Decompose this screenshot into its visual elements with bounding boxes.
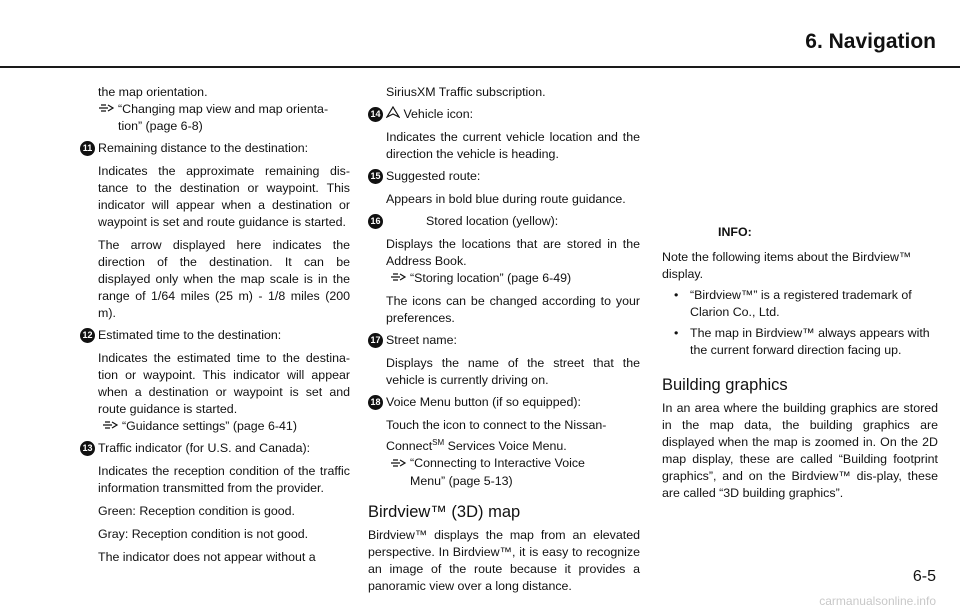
item-desc: Indicates the estimated time to the destina-tion or waypoint. This indicator will appear when a destination or waypoint is set and route guidance is started.	[98, 351, 350, 417]
reference-pointer-icon	[390, 270, 408, 287]
chapter-title: 6. Navigation	[805, 30, 936, 53]
cross-reference-cont: tion” (page 6-8)	[118, 119, 203, 134]
watermark: carmanualsonline.info	[819, 594, 936, 608]
item-11	[80, 140, 350, 322]
item-desc: Gray: Reception condition is not good.	[98, 527, 309, 542]
info-intro: Note the following items about the Birdview™ display.	[662, 250, 912, 281]
item-number-badge: 16	[368, 214, 383, 229]
item-desc: Displays the name of the street that the vehicle is currently driving on.	[386, 356, 640, 388]
item-desc: Displays the locations that are stored in the Address Book.	[386, 237, 640, 268]
item-number-badge: 17	[368, 333, 383, 348]
bullet-item: • The map in Birdview™ always appears with the current forward direction facing up.	[674, 326, 930, 357]
item-title: Remaining distance to the destination:	[98, 141, 309, 156]
item-14	[368, 106, 640, 163]
item-title: Vehicle icon:	[386, 106, 640, 123]
item-title: Traffic indicator (for U.S. and Canada):	[98, 441, 311, 456]
reference-pointer-icon	[390, 456, 408, 473]
cross-reference: “Connecting to Interactive Voice	[386, 455, 640, 472]
item-number-badge: 13	[80, 441, 95, 456]
section-paragraph: In an area where the building graphics are stored in the map data, the building graphics are displayed when the map is zoomed in. On the 2D map display, these are called “Building footprint graphics”, and on the Birdview™ dis-play, these are called “3D building graphics”.	[662, 401, 938, 500]
item-number-badge: 15	[368, 169, 383, 184]
item-desc: The icons can be changed according to your preferences.	[386, 294, 640, 326]
bullet-item: • “Birdview™” is a registered trademark of Clarion Co., Ltd.	[674, 288, 912, 319]
continued-text: SiriusXM Traffic subscription.	[386, 85, 546, 99]
page-number: 6-5	[912, 568, 936, 585]
item-18	[368, 394, 640, 489]
column-2	[368, 84, 640, 595]
item-desc: Indicates the current vehicle location and the direction the vehicle is heading.	[386, 130, 640, 161]
section-heading: Birdview™ (3D) map	[368, 502, 521, 521]
item-title: Street name:	[386, 333, 457, 348]
section-paragraph: Birdview™ displays the map from an elevated perspective. In Birdview™, it is easy to recognize an image of the route because it provides a panoramic view over a long distance.	[368, 527, 640, 593]
item-desc: Indicates the reception condition of the traffic information transmitted from the provider.	[98, 464, 350, 496]
item-desc: The indicator does not appear without a	[98, 550, 316, 565]
vehicle-icon	[386, 107, 400, 121]
item-number-badge: 12	[80, 328, 95, 343]
header-rule	[0, 66, 960, 68]
item-12	[80, 327, 350, 435]
reference-pointer-icon	[102, 418, 120, 435]
item-title: Suggested route:	[386, 169, 481, 183]
item-17	[368, 332, 640, 389]
cross-reference-cont: Menu” (page 5-13)	[410, 473, 513, 488]
item-number-badge: 14	[368, 107, 383, 122]
item-desc: Indicates the approximate remaining dis-tance to the destination or waypoint. This indicator will appear when a destination or waypoint is set and route guidance is started.	[98, 164, 350, 230]
section-heading: Building graphics	[662, 376, 788, 394]
item-number-badge: 18	[368, 395, 383, 410]
column-1	[80, 84, 350, 566]
cross-reference: “Changing map view and map orienta-	[80, 101, 350, 118]
item-title: Stored location (yellow):	[426, 214, 559, 228]
item-desc: Appears in bold blue during route guidance.	[386, 192, 626, 206]
cross-reference: “Guidance settings” (page 6-41)	[98, 418, 350, 435]
item-16	[368, 213, 640, 327]
item-title: Voice Menu button (if so equipped):	[386, 395, 581, 410]
item-desc: The arrow displayed here indicates the direction of the destination. It can be displayed only when the map scale is in the range of 1/64 miles (25 m) - 1/8 miles (200 m).	[98, 238, 350, 321]
continued-text: the map orientation.	[98, 85, 208, 99]
reference-pointer-icon	[98, 101, 116, 118]
info-label: INFO:	[718, 225, 752, 239]
item-title: Estimated time to the destination:	[98, 328, 282, 343]
item-desc: Green: Reception condition is good.	[98, 504, 295, 519]
item-15	[368, 168, 640, 208]
item-number-badge: 11	[80, 141, 95, 156]
item-13	[80, 440, 350, 566]
column-3	[662, 84, 938, 502]
item-desc: Touch the icon to connect to the Nissan-Connect℠ Services Voice Menu.	[386, 418, 607, 454]
cross-reference: “Storing location” (page 6-49)	[386, 270, 640, 287]
